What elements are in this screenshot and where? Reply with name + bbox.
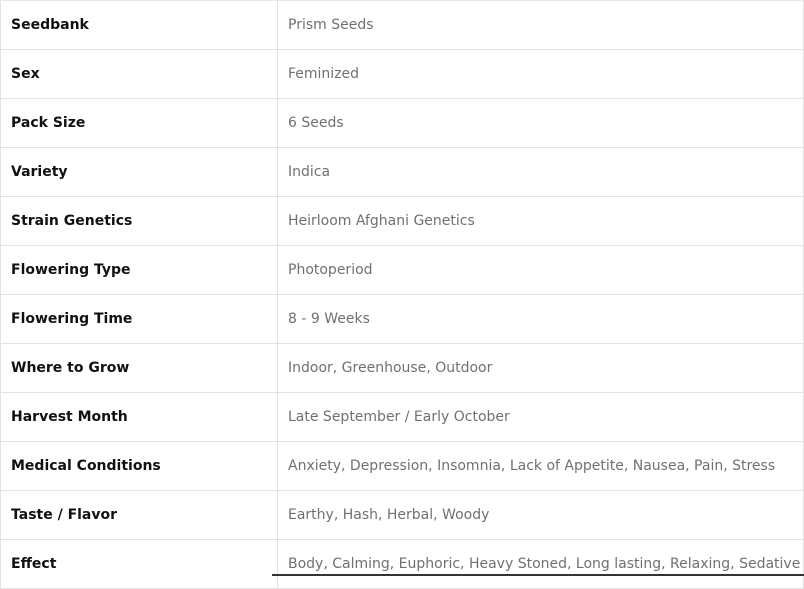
spec-label: Effect	[1, 540, 278, 589]
spec-label: Flowering Type	[1, 246, 278, 295]
spec-label: Harvest Month	[1, 393, 278, 442]
spec-label: Flowering Time	[1, 295, 278, 344]
spec-value: Indoor, Greenhouse, Outdoor	[278, 344, 804, 393]
spec-row-pack-size	[1, 99, 804, 148]
spec-row-taste-flavor	[1, 491, 804, 540]
spec-label: Variety	[1, 148, 278, 197]
spec-value: Indica	[278, 148, 804, 197]
spec-value: Late September / Early October	[278, 393, 804, 442]
spec-row-where-to-grow	[1, 344, 804, 393]
spec-value: Body, Calming, Euphoric, Heavy Stoned, Long lasting, Relaxing, Sedative	[278, 540, 804, 589]
spec-value: 8 - 9 Weeks	[278, 295, 804, 344]
spec-row-sex	[1, 50, 804, 99]
spec-label: Seedbank	[1, 1, 278, 50]
spec-row-seedbank	[1, 1, 804, 50]
spec-row-flowering-time	[1, 295, 804, 344]
spec-label: Strain Genetics	[1, 197, 278, 246]
spec-label: Where to Grow	[1, 344, 278, 393]
spec-row-flowering-type	[1, 246, 804, 295]
spec-value: Photoperiod	[278, 246, 804, 295]
spec-row-harvest-month	[1, 393, 804, 442]
spec-value: Anxiety, Depression, Insomnia, Lack of Appetite, Nausea, Pain, Stress	[278, 442, 804, 491]
spec-value: Feminized	[278, 50, 804, 99]
spec-label: Taste / Flavor	[1, 491, 278, 540]
spec-label: Pack Size	[1, 99, 278, 148]
spec-value: Prism Seeds	[278, 1, 804, 50]
spec-value: Heirloom Afghani Genetics	[278, 197, 804, 246]
spec-row-effect	[1, 540, 804, 589]
spec-row-medical-conditions	[1, 442, 804, 491]
spec-row-strain-genetics	[1, 197, 804, 246]
spec-value: Earthy, Hash, Herbal, Woody	[278, 491, 804, 540]
spec-label: Sex	[1, 50, 278, 99]
spec-label: Medical Conditions	[1, 442, 278, 491]
spec-row-variety	[1, 148, 804, 197]
spec-value: 6 Seeds	[278, 99, 804, 148]
